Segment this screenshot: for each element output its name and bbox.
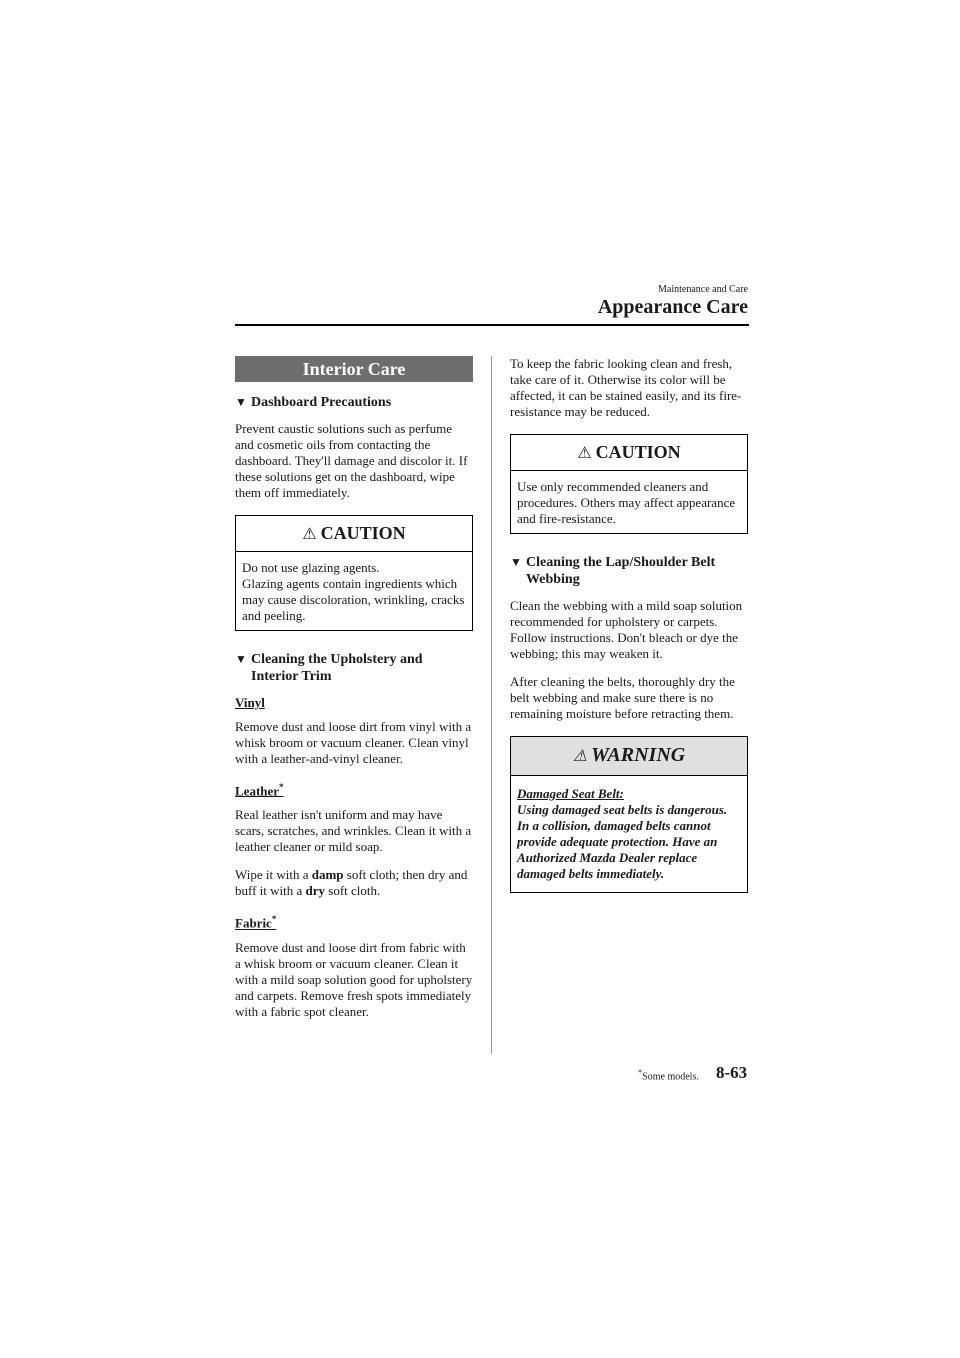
caution-box bbox=[510, 434, 748, 534]
vinyl-text: Remove dust and loose dirt from vinyl with a whisk broom or vacuum cleaner. Clean vinyl with a leather-and-vinyl cleaner. bbox=[235, 719, 472, 766]
warning-triangle-icon: ⚠ bbox=[577, 445, 592, 462]
vinyl-label: Vinyl bbox=[235, 695, 265, 710]
caution-body: Use only recommended cleaners and procedures. Others may affect appearance and fire-resistance. bbox=[517, 479, 736, 526]
caution-header: ⚠ CAUTION bbox=[236, 516, 472, 552]
chapter-label: Maintenance and Care bbox=[658, 284, 748, 295]
section-title: Interior Care bbox=[235, 356, 473, 382]
left-column bbox=[235, 356, 473, 1032]
upholstery-heading: ▼ Cleaning the Upholstery and Interior Trim bbox=[235, 652, 423, 684]
warning-text: Using damaged seat belts is dangerous. In a collision, damaged belts cannot provide adequate protection. Have an Authorized Mazda Dealer replace damaged belts immediately. bbox=[517, 802, 728, 881]
footnote: *Some models. bbox=[638, 1068, 699, 1083]
caution-header: ⚠ CAUTION bbox=[511, 435, 747, 471]
triangle-down-icon: ▼ bbox=[235, 395, 247, 409]
belt-text-1: Clean the webbing with a mild soap solution recommended for upholstery or carpets. Follow instructions. Don't bleach or dye the webbing; this may weaken it. bbox=[510, 598, 743, 661]
warning-box bbox=[510, 736, 748, 893]
belt-heading: ▼ Cleaning the Lap/Shoulder Belt Webbing bbox=[510, 555, 716, 587]
dashboard-text: Prevent caustic solutions such as perfume and cosmetic oils from contacting the dashboard. They'll damage and discolor it. If these solutions get on the dashboard, wipe them off immediately. bbox=[235, 421, 468, 500]
page-number: 8-63 bbox=[716, 1063, 748, 1082]
page-title: Appearance Care bbox=[597, 296, 748, 318]
warning-triangle-icon: ⚠ bbox=[572, 748, 588, 765]
column-divider bbox=[491, 356, 492, 1054]
asterisk-mark: * bbox=[271, 914, 277, 925]
triangle-down-icon: ▼ bbox=[510, 555, 522, 569]
warning-triangle-icon: ⚠ bbox=[302, 526, 317, 543]
asterisk-mark: * bbox=[279, 782, 284, 792]
dashboard-heading: ▼ Dashboard Precautions bbox=[235, 395, 392, 410]
wipe-text: Wipe it with a damp soft cloth; then dry and buff it with a dry soft cloth. bbox=[235, 867, 468, 899]
warning-header: ⚠ WARNING bbox=[511, 737, 747, 776]
fabric-care-text: To keep the fabric looking clean and fresh, take care of it. Otherwise its color will be affected, it can be stained easily, and its fire-resistance may be reduced. bbox=[510, 356, 742, 419]
header-rule bbox=[235, 324, 749, 326]
right-column bbox=[510, 356, 748, 913]
fabric-text: Remove dust and loose dirt from fabric with a whisk broom or vacuum cleaner. Clean it with a mild soap solution good for upholstery and carpets. Remove fresh spots immediately with a fabric spot cleaner. bbox=[235, 939, 473, 1019]
triangle-down-icon: ▼ bbox=[235, 652, 247, 666]
warning-title: Damaged Seat Belt: bbox=[517, 786, 624, 801]
caution-body: Do not use glazing agents. Glazing agents contain ingredients which may cause discoloration, wrinkling, cracks and peeling. bbox=[242, 560, 465, 623]
fabric-label: Fabric* bbox=[235, 914, 277, 931]
belt-text-2: After cleaning the belts, thoroughly dry the belt webbing and make sure there is no remaining moisture before retracting them. bbox=[510, 674, 735, 721]
caution-box bbox=[235, 515, 473, 631]
warning-body bbox=[511, 776, 747, 892]
leather-text: Real leather isn't uniform and may have scars, scratches, and wrinkles. Clean it with a leather cleaner or mild soap. bbox=[235, 807, 472, 855]
leather-label: Leather* bbox=[235, 782, 284, 799]
